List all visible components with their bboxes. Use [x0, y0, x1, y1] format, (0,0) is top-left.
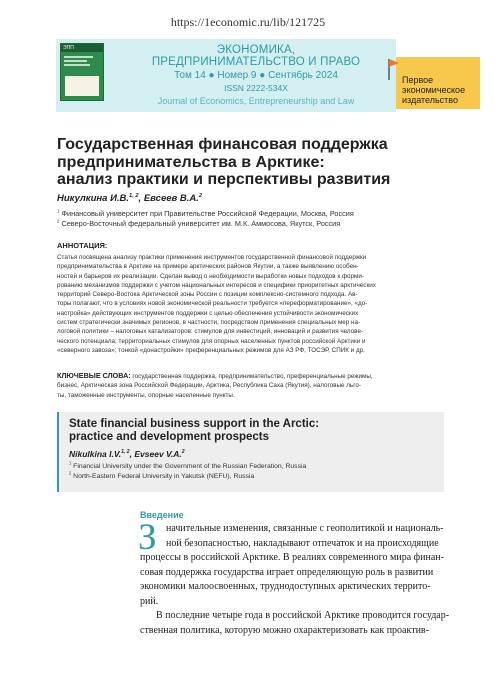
- english-summary-box: [57, 412, 444, 492]
- keywords-label: КЛЮЧЕВЫЕ СЛОВА:: [57, 371, 131, 380]
- english-affiliation-number: 2: [69, 470, 72, 476]
- abstract-line: предпринимательства в Арктике на примере арктических районов Якутии, а также выявлению особен-: [57, 263, 359, 271]
- english-affiliation-text: North-Eastern Federal University in Yakutsk (NEFU), Russia: [73, 473, 255, 480]
- journal-english-name: Journal of Economics, Entrepreneurship and Law: [157, 96, 355, 106]
- title-line: анализ практики и перспективы развития: [57, 171, 391, 188]
- author-affiliation-ref: 1, 2: [129, 192, 139, 199]
- abstract-line: «северного завоза»; тонкой «донастройки» преференциальных режимов для АЗ РФ, ТОСЭР, СПИК и др.: [57, 346, 365, 354]
- section-heading-introduction: Введение: [140, 510, 184, 520]
- body-line: совая поддержка государства играет определяющую роль в развитии: [140, 566, 434, 578]
- source-url[interactable]: https://1economic.ru/lib/121725: [170, 15, 326, 29]
- article-title: [57, 136, 447, 189]
- cover-label: ЭПП: [61, 44, 103, 52]
- abstract-label: АННОТАЦИЯ:: [57, 241, 108, 250]
- title-line: предпринимательства в Арктике:: [57, 153, 325, 171]
- cover-decoration: [61, 52, 103, 70]
- abstract-text: [57, 253, 441, 355]
- affiliation-text: Северо-Восточный федеральный университет им. М.К. Аммосова, Якутск, Россия: [61, 219, 341, 228]
- abstract-line: Статья посвящена анализу практики применения инструментов государственной финансовой поддержки: [57, 254, 367, 261]
- author-name: Никулкина И.В.: [57, 193, 130, 204]
- abstract-line: настройка» действующих инструментов поддержки с целью обеспечения устойчивости экономических: [57, 309, 359, 317]
- english-title-line: State financial business support in the Arctic:: [69, 418, 320, 430]
- author-affiliation-ref: 2: [198, 192, 203, 199]
- english-author-ref: 1, 2: [121, 449, 130, 456]
- title-line: Государственная финансовая поддержка: [57, 136, 388, 153]
- journal-cover-thumbnail: [60, 43, 104, 101]
- affiliation: [57, 209, 354, 218]
- drop-cap: З: [138, 517, 157, 558]
- body-line: процессы в российской Арктике. В реалиях современного мира финан-: [140, 552, 444, 563]
- body-paragraph-2: [140, 609, 449, 638]
- journal-issue-meta: Том 14 ● Номер 9 ● Сентябрь 2024: [174, 70, 338, 81]
- abstract-line: рованию механизмов поддержки с учетом национальных интересов и специфики приоритетных арктических: [57, 281, 376, 289]
- cover-image-box: [65, 76, 99, 96]
- english-author-name: Nikulkina I.V.: [69, 449, 122, 459]
- english-affiliation: [69, 470, 255, 480]
- abstract-line: торы полагают, что в условиях новой экономической реальности требуется «переформатирование», «до-: [57, 300, 368, 308]
- affiliation-text: Финансовый университет при Правительстве Российской Федерации, Москва, Россия: [61, 209, 354, 218]
- body-line: В последние четыре года в российской Арктике проводится государ-: [156, 610, 450, 621]
- publisher-line3: издательство: [402, 95, 458, 105]
- publisher-line1: Первое: [402, 75, 434, 85]
- body-line: экономики малоосвоенных, труднодоступных арктических террито-: [140, 581, 431, 593]
- abstract-line: территорий Северо-Востока Арктической зоны России с позиции комплексно-системного подхода. Ав-: [57, 291, 358, 299]
- body-line: рий.: [140, 595, 159, 607]
- keywords-line: ты, таможенные инструменты, опорные населенные пункты.: [57, 391, 235, 399]
- publisher-name: [402, 75, 478, 105]
- keywords-text: государственная поддержка, предпринимательство, преференциальные режимы,: [130, 373, 373, 380]
- journal-info: [108, 44, 404, 106]
- english-author-ref: 2: [181, 449, 185, 456]
- journal-name-line1: ЭКОНОМИКА,: [216, 44, 296, 56]
- keywords: [57, 371, 441, 400]
- publisher-line2: экономическое: [402, 85, 466, 95]
- abstract-line: ностей и барьеров их реализации. Сделан вывод о необходимости выработки новых подходов к форми-: [57, 272, 365, 280]
- author-separator: ,: [138, 193, 144, 204]
- body-line: ной безопасностью, накладывают отпечаток и на происходящие: [166, 537, 439, 549]
- english-title-line: practice and development prospects: [69, 431, 270, 443]
- abstract-line: систем стратегически значимых регионов, в частности, посредством применения специальных мер на-: [57, 319, 361, 327]
- english-affiliation-text: Financial University under the Government of the Russian Federation, Russia: [73, 463, 307, 470]
- body-line: ственная политика, которую можно охарактеризовать как проактив-: [140, 624, 429, 636]
- affiliation-number: 1: [57, 208, 60, 214]
- english-affiliation: [69, 460, 307, 470]
- english-author-separator: ,: [129, 449, 135, 459]
- journal-issn: ISSN 2222-534X: [224, 83, 288, 93]
- body-paragraph-1-start: [166, 522, 443, 551]
- abstract-line: ческого потенциала; территориальных стимулов для опорных населенных пунктов российской Арктики и: [57, 337, 366, 345]
- flag-icon: [386, 58, 400, 80]
- author-name: Евсеев В.А.: [143, 193, 199, 204]
- affiliation: [57, 219, 340, 228]
- authors: [57, 193, 202, 204]
- english-authors: [69, 449, 185, 459]
- abstract-line: логовой политики – налоговых катализаторов: стимулов для инвестиций, инноваций и развития челове-: [57, 328, 364, 336]
- english-affiliation-number: 1: [69, 460, 72, 466]
- keywords-line: [57, 371, 441, 381]
- english-author-name: Evseev V.A.: [134, 449, 182, 459]
- english-title: [69, 418, 429, 444]
- body-paragraph-1: [140, 551, 444, 609]
- body-line: начительные изменения, связанные с геополитикой и националь-: [166, 523, 444, 534]
- journal-name-line2: ПРЕДПРИНИМАТЕЛЬСТВО И ПРАВО: [151, 56, 361, 68]
- keywords-line: бизнес, Арктическая зона Российской Федерации, Арктика, Республика Саха (Якутия), налоговые льго-: [57, 382, 361, 390]
- affiliation-number: 2: [57, 218, 60, 224]
